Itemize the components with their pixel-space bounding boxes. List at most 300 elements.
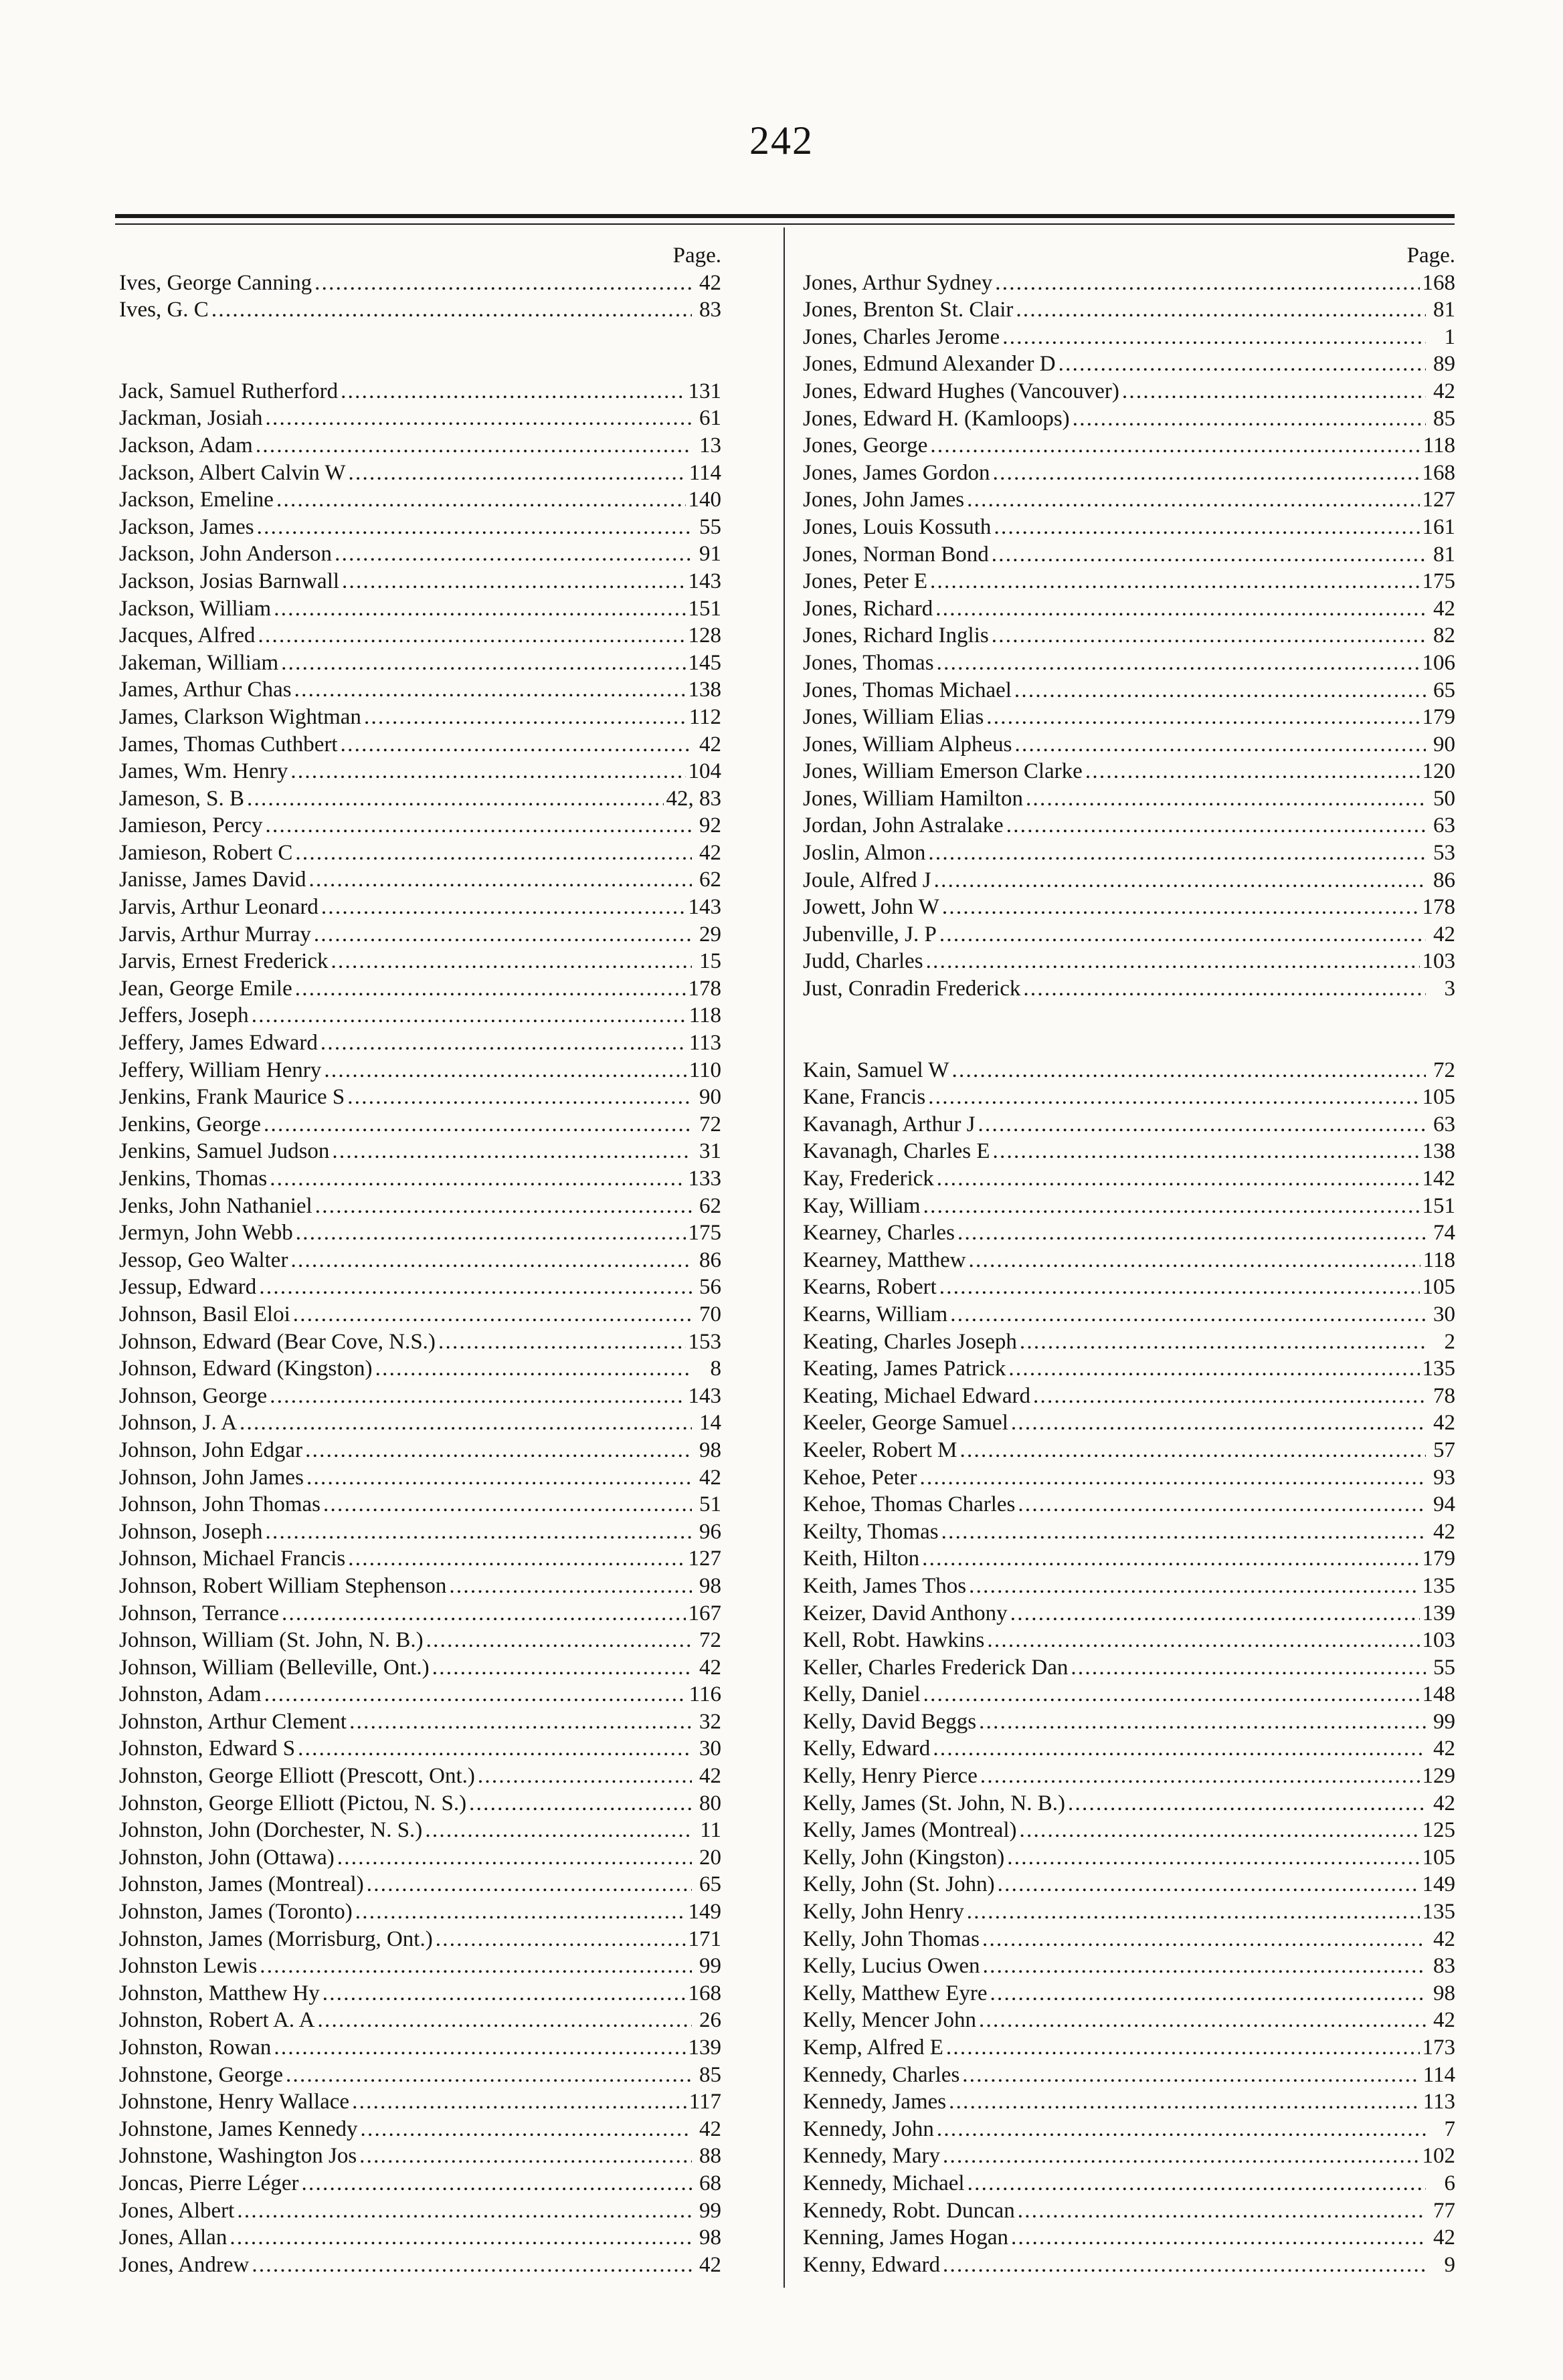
dot-leader	[478, 1763, 692, 1790]
dot-leader	[270, 1383, 685, 1410]
entry-page-number: 167	[688, 1601, 721, 1625]
entry-page-number: 149	[1422, 1872, 1455, 1897]
entry-page-number: 26	[699, 2008, 721, 2033]
dot-leader	[247, 785, 663, 813]
entry-page-number: 168	[688, 1981, 721, 2005]
entry-name: Jackson, James	[119, 514, 254, 539]
dot-leader	[994, 514, 1419, 541]
entry-page-number: 145	[688, 650, 721, 675]
entry-name: Judd, Charles	[803, 949, 923, 974]
dot-leader	[968, 2170, 1426, 2197]
entry-page-number: 93	[1433, 1465, 1455, 1490]
entry-name: Johnstone, George	[119, 2062, 284, 2087]
dot-leader	[286, 2062, 692, 2089]
dot-leader	[240, 1409, 692, 1437]
entry-name: Jessup, Edward	[119, 1275, 257, 1300]
right-group-1	[803, 270, 1455, 1003]
dot-leader	[1007, 1844, 1419, 1872]
index-entry	[119, 1926, 721, 1953]
entry-page-number: 30	[1433, 1302, 1455, 1326]
dot-leader	[937, 2116, 1426, 2143]
index-entry	[119, 1735, 721, 1763]
entry-name: Keizer, David Anthony	[803, 1601, 1008, 1625]
entry-page-number: 81	[1433, 542, 1455, 567]
index-entry	[803, 2143, 1455, 2170]
index-entry	[119, 1491, 721, 1518]
entry-page-number: 42	[699, 2252, 721, 2277]
entry-page-number: 14	[699, 1411, 721, 1435]
dot-leader	[967, 1898, 1420, 1926]
entry-name: Kay, Frederick	[803, 1167, 934, 1191]
entry-name: Kearney, Charles	[803, 1221, 955, 1246]
index-entry	[119, 296, 721, 324]
index-entry	[119, 1627, 721, 1654]
entry-name: Jones, James Gordon	[803, 460, 990, 485]
entry-name: Keith, James Thos	[803, 1573, 967, 1598]
entry-name: Jackson, William	[119, 596, 272, 621]
dot-leader	[1026, 785, 1426, 813]
index-entry	[119, 2116, 721, 2143]
dot-leader	[294, 676, 686, 704]
dot-leader	[309, 866, 692, 894]
index-entry	[803, 921, 1455, 949]
dot-leader	[1071, 1654, 1426, 1682]
index-entry	[803, 2116, 1455, 2143]
entry-name: Jackson, Albert Calvin W	[119, 460, 346, 485]
dot-leader	[265, 405, 692, 432]
dot-leader	[342, 568, 685, 595]
dot-leader	[982, 1926, 1426, 1953]
entry-page-number: 140	[688, 488, 721, 512]
entry-name: Johnson, John James	[119, 1465, 304, 1490]
index-entry	[803, 1600, 1455, 1627]
entry-name: Jermyn, John Webb	[119, 1221, 293, 1246]
entry-page-number: 42	[1433, 2225, 1455, 2250]
dot-leader	[926, 948, 1420, 975]
dot-leader	[1006, 812, 1426, 839]
entry-page-number: 149	[688, 1900, 721, 1924]
index-entry	[119, 1654, 721, 1682]
entry-page-number: 143	[688, 569, 721, 593]
dot-leader	[320, 1029, 686, 1057]
entry-name: Jarvis, Arthur Murray	[119, 922, 311, 947]
index-entry	[119, 1790, 721, 1817]
entry-name: Jones, Louis Kossuth	[803, 514, 992, 539]
entry-name: Jeffery, William Henry	[119, 1058, 322, 1082]
entry-page-number: 90	[699, 1085, 721, 1110]
entry-page-number: 142	[1422, 1167, 1455, 1191]
entry-name: Johnston, Rowan	[119, 2036, 272, 2060]
index-entry	[803, 758, 1455, 785]
index-entry	[803, 1138, 1455, 1165]
index-entry	[119, 1193, 721, 1220]
entry-page-number: 139	[1422, 1601, 1455, 1625]
entry-page-number: 81	[1433, 298, 1455, 322]
dot-leader	[919, 1464, 1426, 1492]
dot-leader	[321, 894, 686, 921]
entry-name: Kelly, Daniel	[803, 1682, 921, 1707]
index-entry	[119, 1002, 721, 1029]
index-entry	[119, 731, 721, 759]
dot-leader	[986, 704, 1419, 731]
index-entry	[119, 921, 721, 949]
dot-leader	[946, 2034, 1420, 2062]
entry-page-number: 77	[1433, 2198, 1455, 2223]
entry-page-number: 56	[699, 1275, 721, 1300]
index-entry	[803, 1790, 1455, 1817]
entry-page-number: 171	[688, 1926, 721, 1951]
entry-page-number: 90	[1433, 732, 1455, 757]
index-entry	[119, 270, 721, 297]
entry-page-number: 89	[1433, 352, 1455, 377]
index-entry	[119, 1165, 721, 1193]
entry-name: Johnston, John (Dorchester, N. S.)	[119, 1818, 423, 1843]
entry-page-number: 178	[1422, 895, 1455, 920]
entry-page-number: 1	[1444, 324, 1455, 349]
dot-leader	[968, 1247, 1420, 1274]
index-entry	[803, 677, 1455, 704]
entry-page-number: 72	[699, 1112, 721, 1136]
dot-leader	[993, 460, 1420, 487]
entry-page-number: 70	[699, 1302, 721, 1326]
index-entry	[803, 812, 1455, 839]
entry-name: Just, Conradin Frederick	[803, 977, 1021, 1001]
entry-name: Johnstone, Washington Jos	[119, 2144, 357, 2169]
entry-page-number: 138	[688, 678, 721, 702]
entry-name: Kelly, Henry Pierce	[803, 1764, 978, 1789]
page-number: 242	[749, 118, 814, 163]
entry-page-number: 127	[688, 1547, 721, 1571]
entry-name: Keilty, Thomas	[803, 1519, 939, 1544]
entry-name: Keating, Charles Joseph	[803, 1329, 1017, 1354]
dot-leader	[995, 270, 1419, 297]
entry-page-number: 78	[1433, 1383, 1455, 1408]
dot-leader	[293, 1301, 692, 1328]
entry-page-number: 42	[1433, 2008, 1455, 2033]
entry-name: Johnston, Matthew Hy	[119, 1981, 320, 2005]
entry-name: Johnson, John Edgar	[119, 1437, 303, 1462]
dot-leader	[432, 1654, 692, 1682]
entry-page-number: 98	[699, 2225, 721, 2250]
entry-name: Jones, Peter E	[803, 569, 928, 594]
entry-name: Johnston, Edward S	[119, 1737, 296, 1761]
index-entry	[803, 1627, 1455, 1654]
index-entry	[803, 867, 1455, 894]
index-entry	[119, 1871, 721, 1898]
dot-leader	[260, 1953, 692, 1980]
entry-name: Jean, George Emile	[119, 976, 292, 1001]
index-entry	[803, 1763, 1455, 1790]
dot-leader	[951, 1057, 1426, 1084]
right-column	[803, 242, 1455, 2278]
entry-page-number: 68	[699, 2171, 721, 2195]
index-entry	[803, 1057, 1455, 1084]
dot-leader	[265, 812, 692, 839]
entry-name: Johnson, William (Belleville, Ont.)	[119, 1655, 430, 1680]
entry-page-number: 63	[1433, 813, 1455, 838]
index-entry	[119, 2007, 721, 2034]
entry-page-number: 62	[699, 1193, 721, 1218]
entry-name: Johnston, Robert A. A	[119, 2008, 315, 2033]
dot-leader	[992, 622, 1426, 650]
dot-leader	[314, 270, 692, 297]
entry-page-number: 13	[699, 433, 721, 458]
dot-leader	[276, 486, 686, 514]
entry-page-number: 116	[688, 1682, 721, 1707]
entry-name: Joule, Alfred J	[803, 868, 931, 892]
dot-leader	[349, 460, 686, 487]
dot-leader	[359, 2143, 692, 2170]
index-entry	[803, 432, 1455, 460]
dot-leader	[352, 2088, 686, 2116]
dot-leader	[950, 1301, 1426, 1328]
index-entry	[119, 568, 721, 595]
dot-leader	[258, 622, 685, 650]
entry-page-number: 42	[699, 1465, 721, 1490]
entry-page-number: 110	[688, 1058, 721, 1082]
index-entry	[803, 1545, 1455, 1573]
dot-leader	[375, 1355, 692, 1383]
dot-leader	[1016, 296, 1426, 324]
entry-name: Jackson, Adam	[119, 433, 253, 458]
index-entry	[803, 622, 1455, 650]
entry-name: Keating, Michael Edward	[803, 1383, 1030, 1408]
dot-leader	[323, 1980, 686, 2007]
index-entry	[803, 1247, 1455, 1274]
section-gap	[803, 1003, 1455, 1057]
index-entry	[119, 1898, 721, 1926]
dot-leader	[937, 650, 1420, 677]
index-entry	[803, 2034, 1455, 2062]
entry-page-number: 42	[1433, 1791, 1455, 1815]
entry-page-number: 86	[1433, 868, 1455, 892]
index-entry	[803, 2088, 1455, 2116]
entry-name: Johnston, John (Ottawa)	[119, 1845, 335, 1870]
dot-leader	[941, 1518, 1426, 1546]
column-divider	[784, 227, 785, 2288]
index-entry	[119, 785, 721, 813]
entry-page-number: 92	[699, 813, 721, 838]
entry-name: Jackman, Josiah	[119, 406, 263, 431]
index-entry	[119, 1763, 721, 1790]
dot-leader	[252, 2252, 692, 2279]
entry-page-number: 143	[688, 1383, 721, 1408]
index-entry	[119, 2224, 721, 2252]
index-entry	[803, 704, 1455, 731]
index-entry	[803, 1274, 1455, 1301]
entry-name: Jackson, Emeline	[119, 488, 274, 512]
index-entry	[803, 1573, 1455, 1600]
entry-page-number: 99	[699, 2198, 721, 2223]
entry-name: Jackson, John Anderson	[119, 542, 333, 567]
entry-page-number: 138	[1422, 1139, 1455, 1164]
entry-page-number: 74	[1433, 1221, 1455, 1246]
dot-leader	[942, 894, 1420, 921]
entry-name: Janisse, James David	[119, 868, 306, 892]
entry-page-number: 61	[699, 406, 721, 431]
index-entry	[803, 650, 1455, 677]
dot-leader	[943, 2252, 1426, 2279]
entry-name: Jones, Norman Bond	[803, 542, 989, 567]
entry-name: Jamieson, Percy	[119, 813, 263, 838]
entry-page-number: 86	[699, 1248, 721, 1272]
index-entry	[119, 486, 721, 514]
entry-page-number: 51	[699, 1492, 721, 1517]
entry-name: Kelly, John (Kingston)	[803, 1845, 1005, 1870]
index-entry	[803, 1735, 1455, 1763]
dot-leader	[992, 541, 1426, 569]
entry-name: Jones, Edmund Alexander D	[803, 352, 1056, 377]
index-entry	[119, 1708, 721, 1736]
dot-leader	[967, 486, 1419, 514]
index-entry	[119, 1383, 721, 1410]
index-entry	[803, 2007, 1455, 2034]
index-entry	[803, 1926, 1455, 1953]
dot-leader	[980, 1763, 1420, 1790]
index-entry	[803, 785, 1455, 813]
entry-name: Kennedy, John	[803, 2116, 934, 2141]
entry-page-number: 42	[699, 732, 721, 757]
entry-name: Kane, Francis	[803, 1085, 926, 1110]
entry-page-number: 11	[700, 1818, 721, 1843]
dot-leader	[257, 514, 692, 541]
right-group-2	[803, 1057, 1455, 2279]
index-entry	[119, 1844, 721, 1872]
entry-page-number: 42, 83	[666, 786, 721, 811]
entry-name: Kelly, Edward	[803, 1737, 931, 1761]
entry-page-number: 42	[1433, 1926, 1455, 1951]
entry-name: Jones, Edward H. (Kamloops)	[803, 406, 1070, 431]
entry-page-number: 139	[688, 2036, 721, 2060]
entry-name: Johnston, George Elliott (Pictou, N. S.)	[119, 1791, 467, 1815]
entry-page-number: 9	[1444, 2252, 1455, 2277]
entry-page-number: 98	[699, 1573, 721, 1598]
index-entry	[803, 1219, 1455, 1247]
entry-page-number: 118	[688, 1003, 721, 1028]
entry-page-number: 105	[1422, 1085, 1455, 1110]
entry-page-number: 131	[688, 379, 721, 403]
dot-leader	[979, 1708, 1426, 1736]
index-entry	[803, 541, 1455, 569]
entry-name: Kennedy, James	[803, 2090, 947, 2114]
index-entry	[803, 595, 1455, 623]
entry-name: Johnson, Terrance	[119, 1601, 280, 1625]
dot-leader	[939, 1274, 1420, 1301]
page-heading-left: Page.	[672, 243, 721, 268]
dot-leader	[1011, 1409, 1426, 1437]
entry-name: Jones, Arthur Sydney	[803, 270, 993, 295]
entry-page-number: 103	[1422, 949, 1455, 974]
entry-page-number: 83	[1433, 1954, 1455, 1979]
dot-leader	[969, 1573, 1419, 1600]
dot-leader	[436, 1926, 686, 1953]
dot-leader	[934, 867, 1426, 894]
entry-page-number: 179	[1422, 705, 1455, 730]
index-entry	[119, 2143, 721, 2170]
entry-name: Jones, William Hamilton	[803, 786, 1023, 811]
index-entry	[119, 1219, 721, 1247]
entry-page-number: 113	[688, 1031, 721, 1056]
index-entry	[803, 2224, 1455, 2252]
dot-leader	[295, 839, 692, 867]
dot-leader	[361, 2116, 692, 2143]
dot-leader	[259, 1274, 692, 1301]
entry-name: Johnson, Michael Francis	[119, 1547, 346, 1571]
entry-page-number: 85	[1433, 406, 1455, 431]
dot-leader	[426, 1627, 692, 1654]
dot-leader	[256, 432, 692, 460]
entry-name: Jones, Charles Jerome	[803, 324, 1000, 349]
dot-leader	[469, 1790, 692, 1817]
dot-leader	[349, 1708, 692, 1736]
left-group-2	[119, 378, 721, 2279]
dot-leader	[348, 1545, 685, 1573]
entry-name: Johnson, William (St. John, N. B.)	[119, 1628, 424, 1653]
index-entry	[119, 1355, 721, 1383]
entry-page-number: 112	[688, 704, 721, 729]
entry-name: Kelly, James (Montreal)	[803, 1818, 1017, 1843]
dot-leader	[341, 378, 685, 405]
index-entry	[119, 1681, 721, 1708]
index-entry	[119, 1328, 721, 1356]
entry-page-number: 42	[699, 1764, 721, 1789]
entry-page-number: 50	[1433, 786, 1455, 811]
entry-name: James, Clarkson Wightman	[119, 704, 361, 729]
index-entry	[803, 324, 1455, 351]
index-entry	[119, 975, 721, 1003]
entry-page-number: 113	[1422, 2090, 1455, 2114]
index-entry	[803, 1355, 1455, 1383]
dot-leader	[337, 1844, 692, 1872]
dot-leader	[296, 1219, 686, 1247]
entry-name: Kennedy, Robt. Duncan	[803, 2198, 1015, 2223]
dot-leader	[335, 540, 692, 568]
entry-page-number: 128	[688, 623, 721, 648]
entry-page-number: 105	[1422, 1275, 1455, 1300]
dot-leader	[1059, 351, 1426, 378]
dot-leader	[332, 1138, 692, 1165]
entry-name: Jubenville, J. P	[803, 922, 937, 947]
index-entry	[803, 1193, 1455, 1220]
index-entry	[803, 1437, 1455, 1464]
dot-leader	[930, 432, 1420, 460]
entry-page-number: 105	[1422, 1845, 1455, 1870]
index-entry	[803, 1165, 1455, 1193]
dot-leader	[270, 1165, 685, 1193]
entry-page-number: 99	[699, 1954, 721, 1979]
dot-leader	[935, 595, 1426, 623]
dot-leader	[425, 1817, 692, 1844]
entry-page-number: 102	[1422, 2144, 1455, 2169]
dot-leader	[943, 2143, 1420, 2170]
entry-name: Johnson, Robert William Stephenson	[119, 1573, 447, 1598]
index-entry	[119, 460, 721, 487]
entry-page-number: 129	[1422, 1764, 1455, 1789]
entry-name: Jones, Richard Inglis	[803, 623, 989, 648]
index-entry	[803, 894, 1455, 921]
index-entry	[119, 812, 721, 839]
entry-page-number: 83	[699, 298, 721, 322]
index-entry	[803, 2252, 1455, 2279]
entry-page-number: 143	[688, 895, 721, 920]
entry-page-number: 135	[1422, 1357, 1455, 1381]
entry-page-number: 42	[1433, 596, 1455, 621]
index-entry	[803, 1464, 1455, 1492]
left-group-1	[119, 270, 721, 324]
index-entry	[119, 758, 721, 785]
entry-name: Jones, Albert	[119, 2198, 235, 2223]
dot-leader	[957, 1219, 1426, 1247]
